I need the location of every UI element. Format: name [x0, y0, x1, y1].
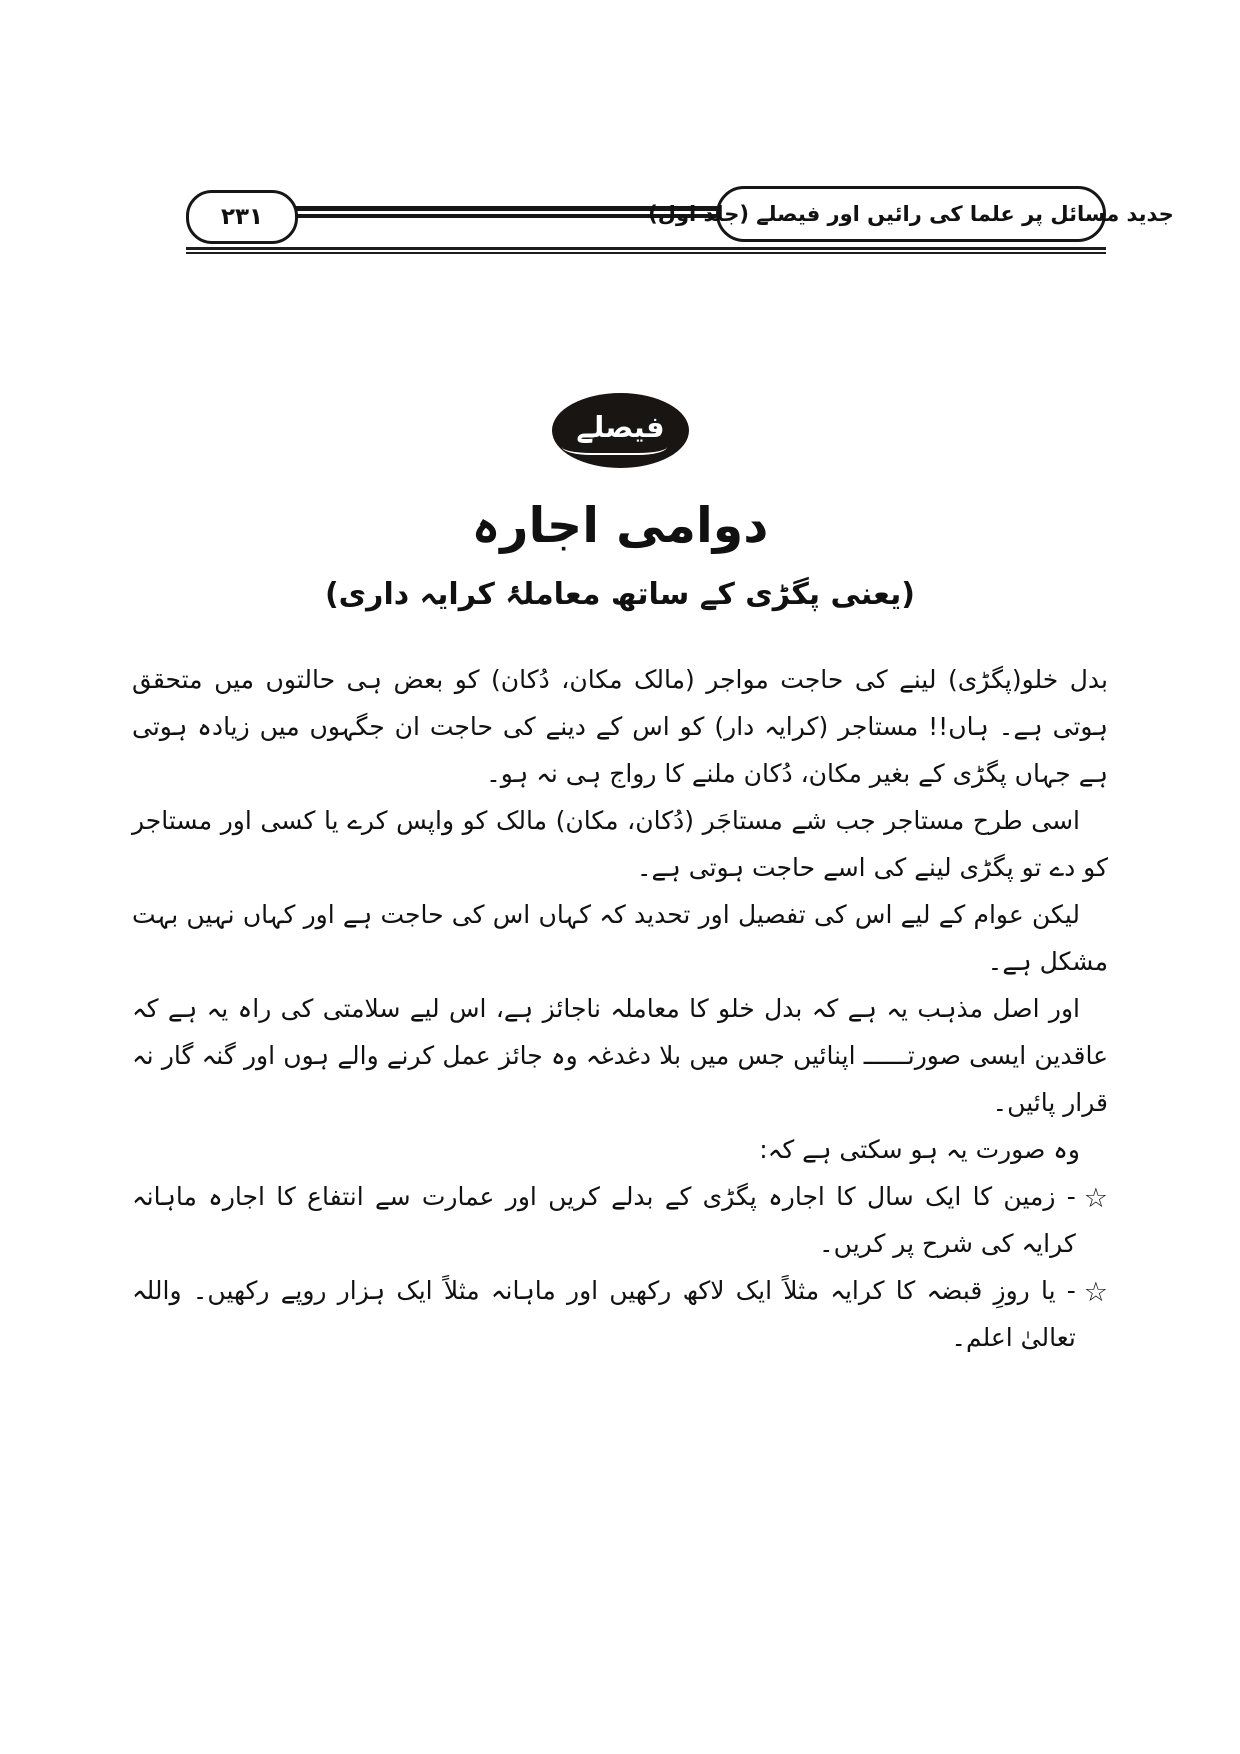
paragraph-2: اسی طرح مستاجر جب شے مستاجَر (دُکان، مکان) مالک کو واپس کرے یا کسی اور مستاجر کو دے تو پگڑی لینے کی اسے حاجت ہوتی ہے۔: [132, 806, 1108, 882]
paragraph-4: اور اصل مذہب یہ ہے کہ بدل خلو کا معاملہ ناجائز ہے، اس لیے سلامتی کی راہ یہ ہے کہ عاقدین ایسی صورتــــــ اپنائیں جس میں بلا دغدغہ وہ جائز عمل کرنے والے ہوں اور گنہ گار نہ قرار پائیں۔: [132, 994, 1108, 1117]
body-text: [132, 656, 1108, 1361]
chapter-subtitle: (یعنی پگڑی کے ساتھ معاملۂ کرایہ داری): [324, 577, 916, 612]
star-bullet-icon: ☆: [1083, 1277, 1108, 1308]
book-title-badge: [648, 186, 1174, 242]
book-title: جدید مسائل پر علما کی رائیں اور فیصلے (جلد اول): [648, 202, 1174, 226]
section-badge-label: فیصلے: [576, 410, 665, 444]
bullet-item-2: [132, 1267, 1108, 1361]
chapter-title: دوامی اجارہ: [471, 497, 769, 554]
section-badge: [552, 393, 689, 468]
paragraph-1: بدل خلو(پگڑی) لینے کی حاجت مواجر (مالک مکان، دُکان) کو بعض ہی حالتوں میں متحقق ہوتی ہے۔ ہاں!! مستاجر (کرایہ دار) کو اس کے دینے کی حاجت ان جگہوں میں زیادہ ہوتی ہے جہاں پگڑی کے بغیر مکان، دُکان ملنے کا رواج ہی نہ ہو۔: [132, 665, 1108, 788]
bullet-item-1: [132, 1173, 1108, 1267]
page-number: ۲۳۱: [220, 204, 264, 230]
bullet-text-2: - یا روزِ قبضہ کا کرایہ مثلاً ایک لاکھ رکھیں اور ماہانہ مثلاً ایک ہزار روپے رکھیں۔ واللہ تعالیٰ اعلم۔: [132, 1276, 1076, 1352]
header-underline-rule: [186, 247, 1106, 254]
star-bullet-icon: ☆: [1083, 1183, 1108, 1214]
page-number-badge: [186, 190, 298, 244]
bullet-text-1: - زمین کا ایک سال کا اجارہ پگڑی کے بدلے کریں اور عمارت سے انتفاع کا اجارہ ماہانہ کرایہ کی شرح پر کریں۔: [132, 1182, 1076, 1258]
paragraph-3: لیکن عوام کے لیے اس کی تفصیل اور تحدید کہ کہاں اس کی حاجت ہے اور کہاں نہیں بہت مشکل ہے۔: [132, 900, 1108, 976]
paragraph-5: وہ صورت یہ ہو سکتی ہے کہ:: [759, 1135, 1080, 1164]
